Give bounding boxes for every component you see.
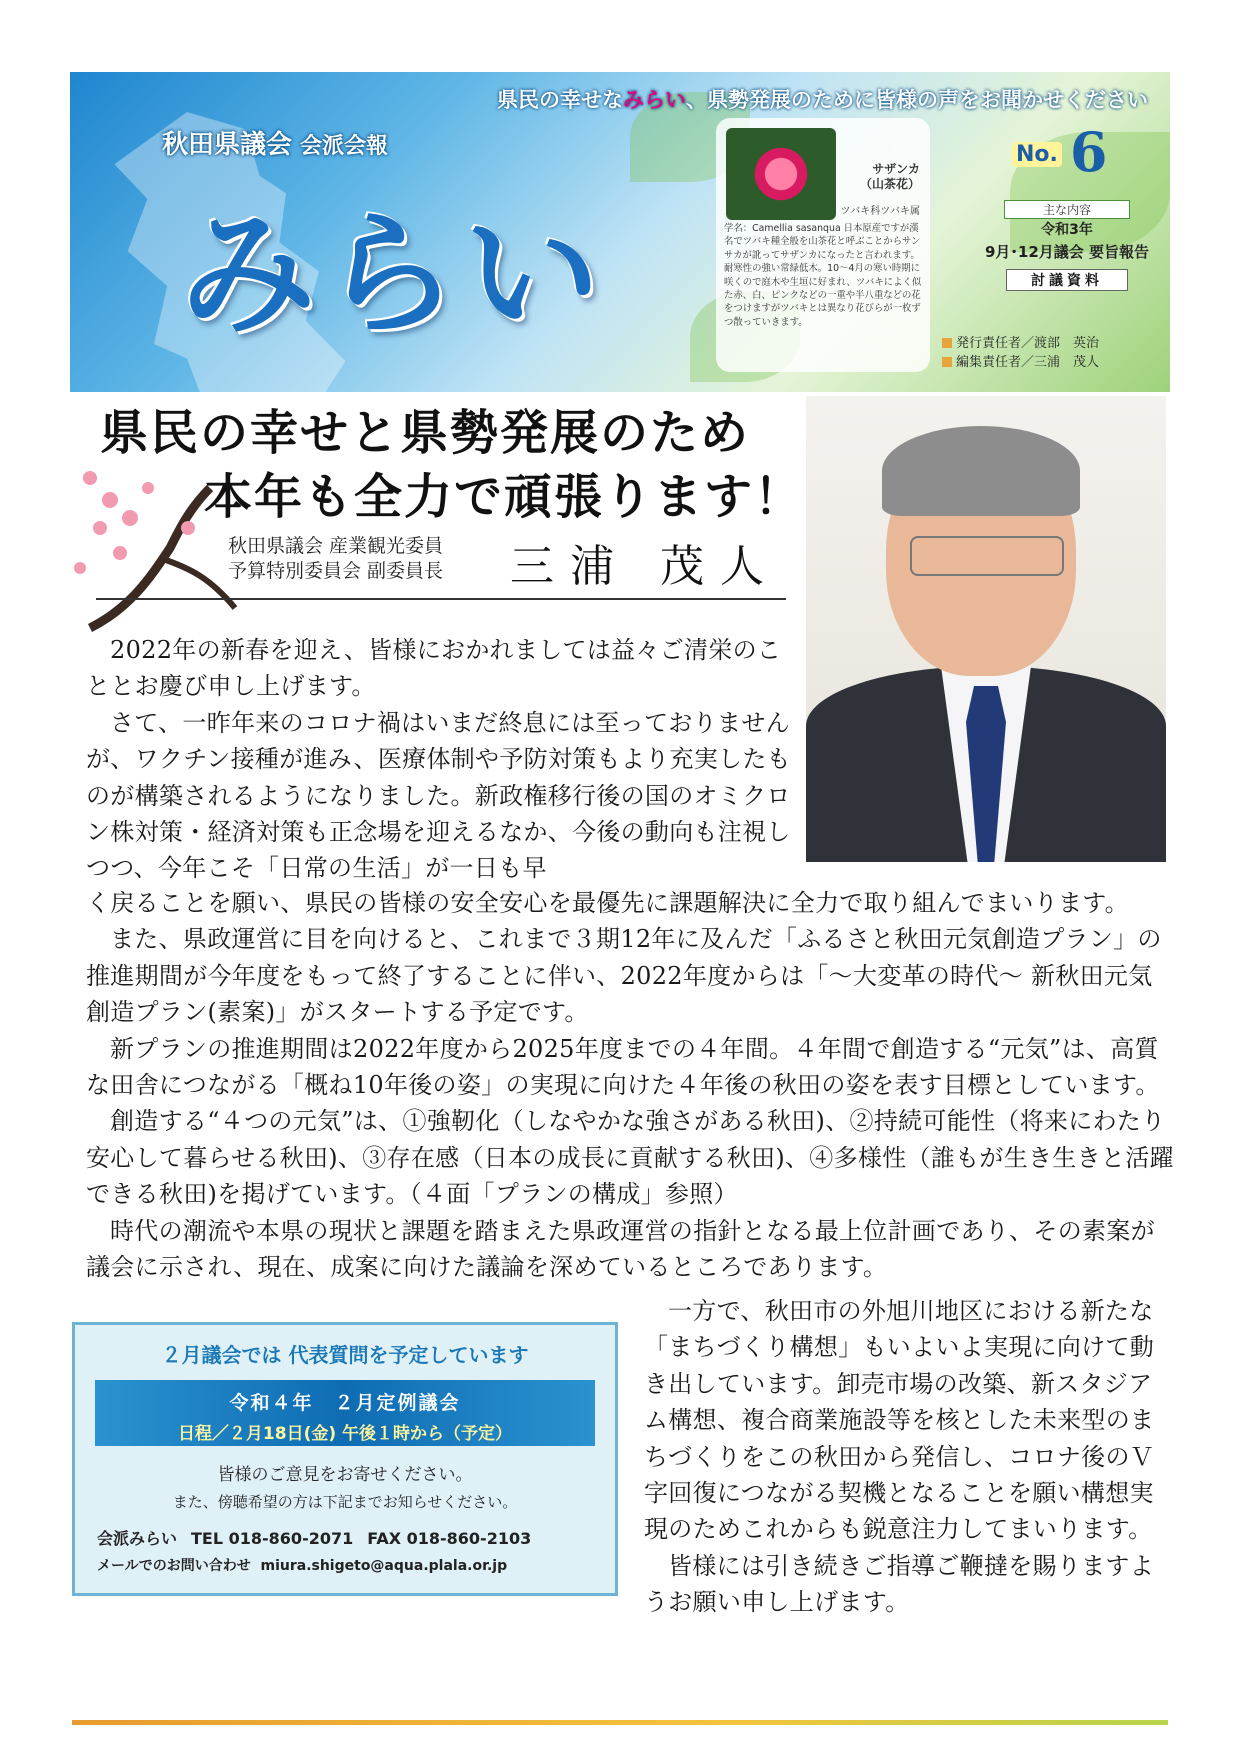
meeting-title: ２月議会では 代表質問を予定しています (161, 1343, 529, 1367)
meeting-band (95, 1380, 595, 1446)
paragraph: 2022年の新春を迎え、皆様におかれましては益々ご清栄のこととお慶び申し上げます。 (86, 636, 782, 701)
article-body-top (86, 632, 792, 887)
header-tagline: 県民の幸せなみらい、県勢発展のために皆様の声をお聞かせください (497, 88, 1148, 112)
author-name: 三浦 茂人 (510, 541, 780, 592)
headline-line2: 本年も全力で頑張ります！ (204, 469, 805, 525)
paragraph: 新プランの推進期間は2022年度から2025年度までの４年間。４年間で創造する“元気”は、高質な田舎につながる「概ね10年後の姿」の実現に向けた４年後の秋田の姿を表す目標としています。 (86, 1034, 1160, 1100)
bullet-square-icon (942, 338, 952, 348)
author-portrait (806, 396, 1166, 862)
editors: 発行責任者／渡部 英治 編集責任者／三浦 茂人 (942, 334, 1099, 372)
meeting-note: また、傍聴希望の方は下記までお知らせください。 (172, 1493, 518, 1511)
article-body-middle (86, 885, 1176, 1285)
meeting-info-box (72, 1322, 618, 1596)
contents-box (980, 200, 1154, 291)
contact-line: 会派みらい TEL 018-860-2071 FAX 018-860-2103 (97, 1529, 532, 1548)
paragraph: 一方で、秋田市の外旭川地区における新たな「まちづくり構想」もいよいよ実現に向けて動き出しています。卸売市場の改築、新スタジアム構想、複合商業施設等を核とした未来型のまちづくりをこの秋田から発信し、コロナ後のＶ字回復につながる契機となることを願い構想実現のためこれからも鋭意注力してまいります。 (644, 1297, 1155, 1544)
meeting-session: 令和４年 ２月定例議会 (229, 1392, 461, 1414)
author-role: 秋田県議会 産業観光委員 予算特別委員会 副委員長 (228, 535, 444, 582)
paragraph: 皆様には引き続きご指導ご鞭撻を賜りますようお願い申し上げます。 (644, 1551, 1154, 1617)
headline-line1: 県民の幸せと県勢発展のため (100, 405, 751, 461)
contents-heading: 主な内容 (1004, 200, 1130, 219)
organization-name: 秋田県議会 会派会報 (162, 130, 389, 160)
contents-line: 9月･12月議会 要旨報告 (984, 243, 1150, 261)
meeting-schedule: 日程／２月18日(金) 午後１時から（予定） (177, 1424, 513, 1444)
issue-number: No. 6 (1012, 120, 1122, 184)
title-divider (96, 598, 786, 600)
email-link[interactable]: miura.shigeto@aqua.plala.or.jp (260, 1558, 508, 1574)
bottom-rule (72, 1720, 1168, 1725)
paragraph: また、県政運営に目を向けると、これまで３期12年に及んだ「ふるさと秋田元気創造プラン」の推進期間が今年度をもって終了することに伴い、2022年度からは「～大変革の時代～ 新秋田元気創造プラン(素案)」がスタートする予定です。 (86, 925, 1162, 1027)
paragraph: 創造する“４つの元気”は、①強靭化（しなやかな強さがある秋田)、②持続可能性（将来にわたり安心して暮らせる秋田)、③存在感（日本の成長に貢献する秋田)、④多様性（誰もが生き生きと活躍できる秋田)を掲げています。（４面「プランの構成」参照） (86, 1107, 1174, 1209)
contents-line: 令和3年 (1041, 222, 1093, 238)
flower-feature (716, 118, 930, 372)
flower-name: サザンカ （山茶花） (859, 162, 920, 191)
sasanqua-flower-image (726, 128, 836, 220)
article-body-bottom (644, 1293, 1156, 1621)
mail-line: メールでのお問い合わせ miura.shigeto@aqua.plala.or.jp (97, 1558, 508, 1574)
paragraph: く戻ることを願い、県民の皆様の安全安心を最優先に課題解決に全力で取り組んでまいります。 (86, 889, 1129, 917)
newsletter-logo: みらい (180, 196, 606, 354)
flower-family: ツバキ科ツバキ属 (840, 206, 920, 217)
paragraph: 時代の潮流や本県の現状と課題を踏まえた県政運営の指針となる最上位計画であり、その素案が議会に示され、現在、成案に向けた議論を深めているところであります。 (86, 1216, 1155, 1282)
contents-ref: 討議資料 (1006, 269, 1128, 291)
meeting-note: 皆様のご意見をお寄せください。 (217, 1465, 473, 1485)
bullet-square-icon (942, 357, 952, 367)
flower-description: 学名：Camellia sasanqua 日本原産ですが漢名でツバキ種全般を山茶花と呼ぶことからサンサカが訛ってサザンカになったと言われます。耐寒性の強い常緑低木。10～4月の寒い時期に咲くので庭木や生垣に好まれ、ツバキによく似た赤、白、ピンクなどの一重や半八重などの花をつけますがツバキとは異なり花びらが一枚ずつ散っていきます。 (724, 223, 922, 328)
paragraph: さて、一昨年来のコロナ禍はいまだ終息には至っておりませんが、ワクチン接種が進み、医療体制や予防対策もより充実したものが構築されるようになりました。新政権移行後の国のオミクロン株対策・経済対策も正念場を迎えるなか、今後の動向も注視しつつ、今年こそ「日常の生活」が一日も早 (86, 708, 791, 883)
